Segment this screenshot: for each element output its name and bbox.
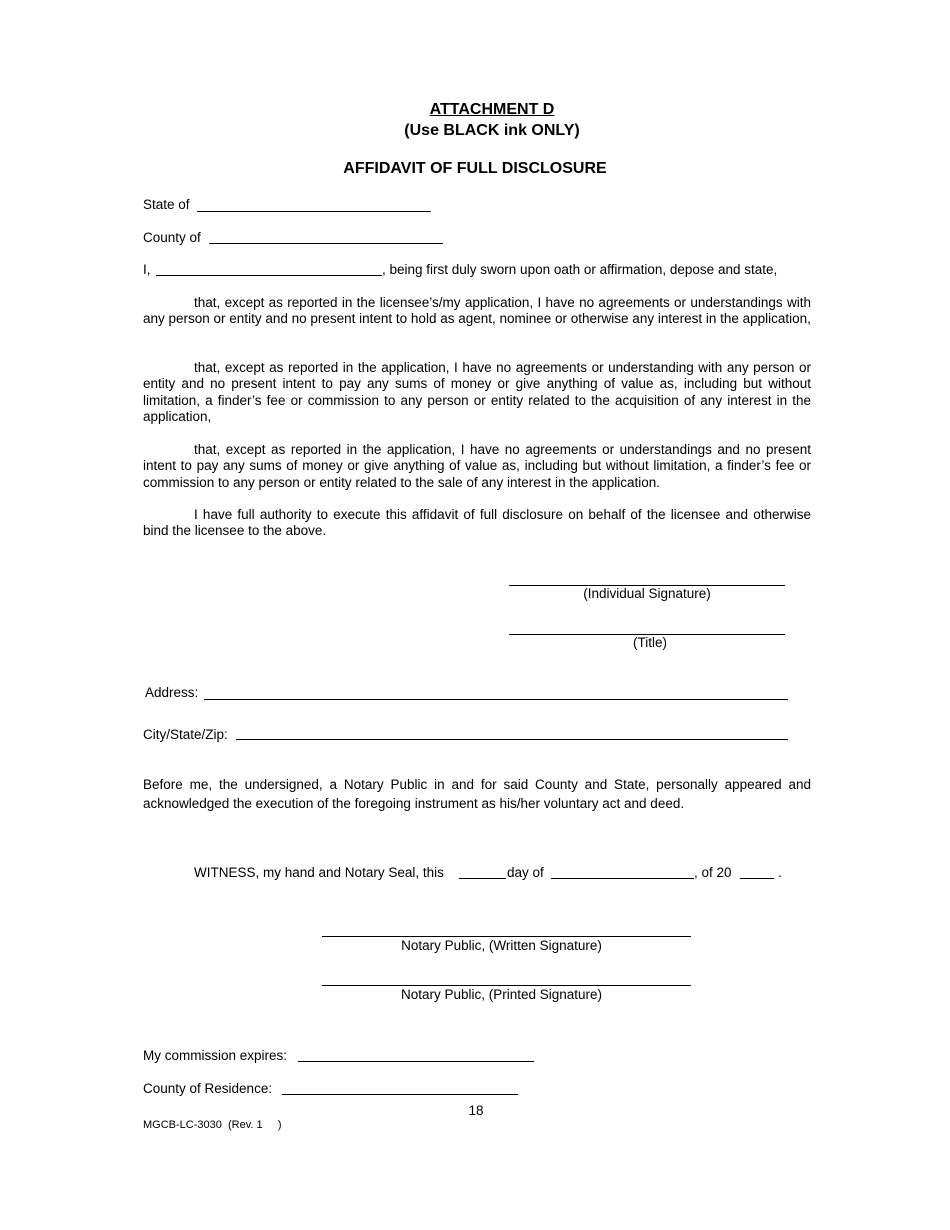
city-state-zip-field[interactable] (236, 739, 788, 740)
witness-year-field[interactable] (740, 878, 774, 879)
attachment-heading: ATTACHMENT D (429, 101, 555, 118)
county-field[interactable] (209, 243, 443, 244)
witness-end: . (778, 865, 782, 880)
title-caption: (Title) (633, 635, 667, 650)
notary-statement: Before me, the undersigned, a Notary Public in and for said County and State, personally appeared and acknowledged the execution of the foregoing instrument as his/her voluntary act and deed. (143, 777, 811, 811)
paragraph-4: I have full authority to execute this affidavit of full disclosure on behalf of the licensee and otherwise bind the licensee to the above. (143, 507, 811, 539)
commission-label: My commission expires: (143, 1048, 288, 1063)
state-label: State of (143, 197, 190, 212)
page-number: 18 (468, 1103, 484, 1118)
witness-day-label: day of (507, 865, 544, 880)
paragraph-2: that, except as reported in the application, I have no agreements or understanding with any person or entity and no present intent to pay any sums of money or give anything of value as, including but without limitation, a finder’s fee or commission to any person or entity related to the acquisition of any interest in the application, (143, 360, 811, 425)
witness-prefix: WITNESS, my hand and Notary Seal, this (194, 865, 444, 880)
notary-written-signature-caption: Notary Public, (Written Signature) (401, 938, 602, 953)
notary-printed-signature-caption: Notary Public, (Printed Signature) (400, 987, 603, 1002)
county-label: County of (143, 230, 201, 245)
witness-day-field[interactable] (459, 878, 506, 879)
address-field[interactable] (204, 699, 788, 700)
oath-suffix: , being first duly sworn upon oath or affirmation, depose and state, (382, 262, 778, 277)
witness-year-label: , of 20 (694, 865, 732, 880)
residence-label: County of Residence: (143, 1081, 273, 1096)
form-id: MGCB-LC-3030 (Rev. 1 ) (143, 1119, 282, 1131)
ink-note: (Use BLACK ink ONLY) (404, 122, 580, 139)
notary-printed-signature-field[interactable] (322, 985, 691, 986)
paragraph-1: that, except as reported in the licensee’s/my application, I have no agreements or understandings with any person or entity and no present intent to hold as agent, nominee or otherwise any interest in the application, (143, 295, 811, 327)
affiant-name-field[interactable] (156, 275, 382, 276)
county-of-residence-field[interactable] (282, 1094, 518, 1095)
notary-written-signature-field[interactable] (322, 936, 691, 937)
address-label: Address: (145, 685, 199, 700)
oath-prefix: I, (143, 262, 151, 277)
commission-expires-field[interactable] (298, 1061, 534, 1062)
witness-month-field[interactable] (551, 878, 694, 879)
state-field[interactable] (197, 211, 431, 212)
page-title: AFFIDAVIT OF FULL DISCLOSURE (343, 160, 607, 177)
paragraph-3: that, except as reported in the application, I have no agreements or understandings and no present intent to pay any sums of money or give anything of value as, including but without limitation, a finder’s fee or commission to any person or entity related to the sale of any interest in the application. (143, 442, 811, 490)
individual-signature-caption: (Individual Signature) (583, 586, 711, 601)
city-state-zip-label: City/State/Zip: (143, 727, 228, 742)
